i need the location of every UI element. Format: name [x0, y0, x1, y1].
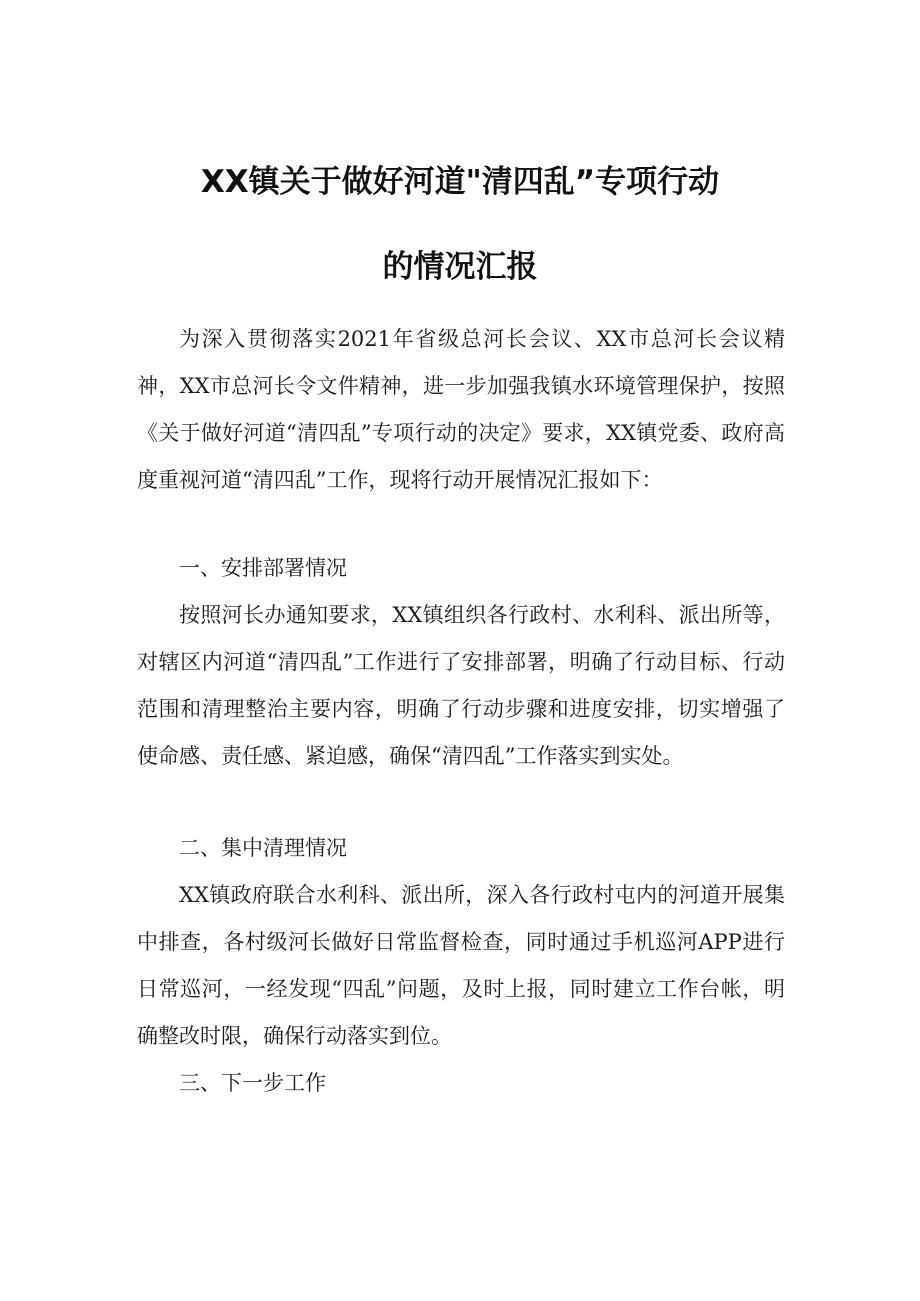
section-paragraph-cleanup: XX镇政府联合水利科、派出所，深入各行政村屯内的河道开展集中排查，各村级河长做好日常监督检查，同时通过手机巡河APP进行日常巡河，一经发现“四乱”问题，及时上报，同时建立工作台帐，明确整改时限，确保行动落实到位。 [137, 883, 785, 1048]
section-heading-next-steps: 三、下一步工作 [179, 1071, 326, 1095]
document-title-line-2: 的情况汇报 [382, 249, 538, 285]
section-heading-arrangement: 一、安排部署情况 [179, 556, 347, 580]
section-paragraph-arrangement: 按照河长办通知要求，XX镇组织各行政村、水利科、派出所等，对辖区内河道“清四乱”工作进行了安排部署，明确了行动目标、行动范围和清理整治主要内容，明确了行动步骤和进度安排，切实增强了使命感、责任感、紧迫感，确保“清四乱”工作落实到实处。 [137, 603, 785, 768]
section-heading-cleanup: 二、集中清理情况 [179, 836, 347, 860]
intro-paragraph: 为深入贯彻落实2021年省级总河长会议、XX市总河长会议精神，XX市总河长令文件精神，进一步加强我镇水环境管理保护，按照《关于做好河道“清四乱”专项行动的决定》要求，XX镇党委、政府高度重视河道“清四乱”工作，现将行动开展情况汇报如下： [137, 327, 785, 492]
document-title-line-1: XX镇关于做好河道"清四乱”专项行动 [200, 164, 720, 200]
